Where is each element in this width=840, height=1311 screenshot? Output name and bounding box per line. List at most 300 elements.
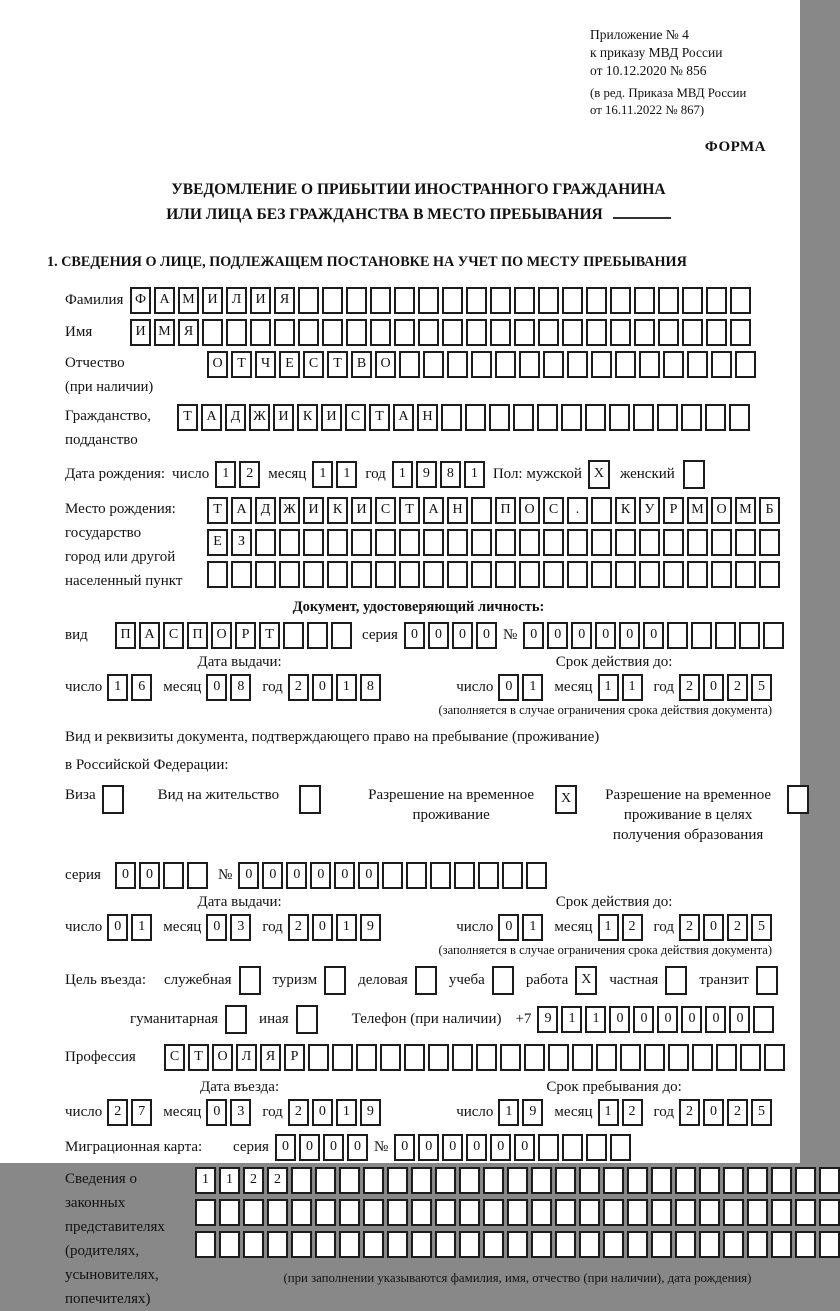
char-cell[interactable] <box>819 1167 840 1194</box>
char-cell[interactable] <box>519 351 540 378</box>
char-cell[interactable] <box>452 1044 473 1071</box>
char-cell[interactable] <box>380 1044 401 1071</box>
char-cell[interactable]: Е <box>207 529 228 556</box>
char-cell[interactable] <box>819 1199 840 1226</box>
char-cell[interactable]: С <box>163 622 184 649</box>
char-cell[interactable] <box>763 622 784 649</box>
char-cell[interactable] <box>753 1006 774 1033</box>
sex-female-checkbox[interactable] <box>683 460 705 489</box>
char-cell[interactable] <box>339 1231 360 1258</box>
char-cell[interactable]: 0 <box>490 1134 511 1161</box>
char-cell[interactable] <box>771 1231 792 1258</box>
char-cell[interactable] <box>615 561 636 588</box>
char-cell[interactable] <box>687 351 708 378</box>
char-cell[interactable]: Д <box>225 404 246 431</box>
char-cell[interactable] <box>819 1231 840 1258</box>
char-cell[interactable]: 2 <box>727 914 748 941</box>
char-cell[interactable] <box>394 319 415 346</box>
char-cell[interactable] <box>435 1199 456 1226</box>
purpose-work-checkbox[interactable]: X <box>575 966 597 995</box>
char-cell[interactable] <box>279 529 300 556</box>
purpose-transit-checkbox[interactable] <box>756 966 778 995</box>
char-cell[interactable] <box>298 319 319 346</box>
char-cell[interactable] <box>231 561 252 588</box>
char-cell[interactable]: Н <box>447 497 468 524</box>
char-cell[interactable]: Р <box>284 1044 305 1071</box>
char-cell[interactable] <box>771 1199 792 1226</box>
char-cell[interactable] <box>375 561 396 588</box>
char-cell[interactable] <box>435 1231 456 1258</box>
char-cell[interactable] <box>332 1044 353 1071</box>
char-cell[interactable]: Я <box>178 319 199 346</box>
char-cell[interactable]: 0 <box>428 622 449 649</box>
char-cell[interactable] <box>711 561 732 588</box>
char-cell[interactable]: 2 <box>267 1167 288 1194</box>
char-cell[interactable] <box>735 561 756 588</box>
char-cell[interactable] <box>567 561 588 588</box>
char-cell[interactable] <box>538 1134 559 1161</box>
char-cell[interactable]: 0 <box>394 1134 415 1161</box>
char-cell[interactable] <box>375 529 396 556</box>
char-cell[interactable] <box>447 529 468 556</box>
char-cell[interactable] <box>195 1199 216 1226</box>
char-cell[interactable] <box>585 404 606 431</box>
char-cell[interactable] <box>627 1199 648 1226</box>
char-cell[interactable] <box>507 1199 528 1226</box>
char-cell[interactable]: 9 <box>360 1099 381 1126</box>
char-cell[interactable] <box>291 1199 312 1226</box>
char-cell[interactable]: 0 <box>705 1006 726 1033</box>
char-cell[interactable]: К <box>297 404 318 431</box>
char-cell[interactable] <box>483 1231 504 1258</box>
char-cell[interactable]: М <box>178 287 199 314</box>
char-cell[interactable]: 0 <box>609 1006 630 1033</box>
char-cell[interactable] <box>243 1231 264 1258</box>
char-cell[interactable] <box>729 404 750 431</box>
char-cell[interactable]: . <box>567 497 588 524</box>
char-cell[interactable]: 0 <box>312 674 333 701</box>
char-cell[interactable]: 0 <box>595 622 616 649</box>
char-cell[interactable]: О <box>519 497 540 524</box>
char-cell[interactable] <box>634 319 655 346</box>
char-cell[interactable]: Д <box>255 497 276 524</box>
char-cell[interactable] <box>226 319 247 346</box>
char-cell[interactable]: 1 <box>464 461 485 488</box>
char-cell[interactable]: 1 <box>522 674 543 701</box>
char-cell[interactable] <box>747 1167 768 1194</box>
purpose-study-checkbox[interactable] <box>492 966 514 995</box>
char-cell[interactable]: З <box>231 529 252 556</box>
char-cell[interactable]: 1 <box>598 1099 619 1126</box>
char-cell[interactable] <box>531 1199 552 1226</box>
char-cell[interactable] <box>771 1167 792 1194</box>
char-cell[interactable] <box>207 561 228 588</box>
char-cell[interactable]: 1 <box>561 1006 582 1033</box>
char-cell[interactable]: 9 <box>537 1006 558 1033</box>
char-cell[interactable] <box>633 404 654 431</box>
char-cell[interactable] <box>454 862 475 889</box>
char-cell[interactable] <box>370 287 391 314</box>
char-cell[interactable] <box>471 529 492 556</box>
char-cell[interactable] <box>634 287 655 314</box>
char-cell[interactable]: 0 <box>657 1006 678 1033</box>
char-cell[interactable] <box>322 319 343 346</box>
char-cell[interactable] <box>543 529 564 556</box>
char-cell[interactable] <box>543 351 564 378</box>
char-cell[interactable]: 0 <box>571 622 592 649</box>
purpose-tourism-checkbox[interactable] <box>324 966 346 995</box>
char-cell[interactable] <box>615 351 636 378</box>
char-cell[interactable]: П <box>187 622 208 649</box>
char-cell[interactable]: Л <box>226 287 247 314</box>
char-cell[interactable] <box>531 1231 552 1258</box>
char-cell[interactable] <box>187 862 208 889</box>
char-cell[interactable] <box>442 287 463 314</box>
char-cell[interactable]: 0 <box>275 1134 296 1161</box>
char-cell[interactable] <box>418 287 439 314</box>
char-cell[interactable] <box>706 287 727 314</box>
char-cell[interactable] <box>627 1167 648 1194</box>
char-cell[interactable] <box>711 529 732 556</box>
char-cell[interactable] <box>543 561 564 588</box>
char-cell[interactable] <box>430 862 451 889</box>
char-cell[interactable]: И <box>351 497 372 524</box>
char-cell[interactable] <box>327 529 348 556</box>
char-cell[interactable] <box>370 319 391 346</box>
char-cell[interactable] <box>387 1231 408 1258</box>
char-cell[interactable]: 8 <box>360 674 381 701</box>
char-cell[interactable] <box>716 1044 737 1071</box>
char-cell[interactable]: 0 <box>547 622 568 649</box>
char-cell[interactable] <box>519 561 540 588</box>
char-cell[interactable] <box>651 1167 672 1194</box>
char-cell[interactable] <box>363 1199 384 1226</box>
char-cell[interactable]: 0 <box>476 622 497 649</box>
char-cell[interactable]: 0 <box>619 622 640 649</box>
char-cell[interactable] <box>682 287 703 314</box>
char-cell[interactable]: С <box>375 497 396 524</box>
char-cell[interactable] <box>315 1231 336 1258</box>
char-cell[interactable] <box>675 1231 696 1258</box>
char-cell[interactable] <box>495 351 516 378</box>
char-cell[interactable] <box>591 351 612 378</box>
char-cell[interactable] <box>579 1167 600 1194</box>
char-cell[interactable]: 1 <box>131 914 152 941</box>
char-cell[interactable] <box>644 1044 665 1071</box>
char-cell[interactable] <box>476 1044 497 1071</box>
char-cell[interactable] <box>610 319 631 346</box>
char-cell[interactable]: И <box>202 287 223 314</box>
char-cell[interactable]: 0 <box>286 862 307 889</box>
char-cell[interactable]: 2 <box>727 1099 748 1126</box>
char-cell[interactable] <box>603 1199 624 1226</box>
char-cell[interactable]: Т <box>369 404 390 431</box>
char-cell[interactable] <box>382 862 403 889</box>
char-cell[interactable]: 8 <box>230 674 251 701</box>
char-cell[interactable] <box>514 319 535 346</box>
char-cell[interactable] <box>562 319 583 346</box>
char-cell[interactable] <box>195 1231 216 1258</box>
char-cell[interactable] <box>346 319 367 346</box>
char-cell[interactable]: А <box>423 497 444 524</box>
char-cell[interactable] <box>471 497 492 524</box>
char-cell[interactable] <box>715 622 736 649</box>
char-cell[interactable] <box>730 287 751 314</box>
char-cell[interactable]: А <box>139 622 160 649</box>
char-cell[interactable]: 0 <box>206 674 227 701</box>
char-cell[interactable]: 3 <box>230 914 251 941</box>
char-cell[interactable] <box>322 287 343 314</box>
char-cell[interactable] <box>514 287 535 314</box>
char-cell[interactable] <box>291 1231 312 1258</box>
char-cell[interactable] <box>255 529 276 556</box>
char-cell[interactable]: 9 <box>416 461 437 488</box>
char-cell[interactable] <box>675 1167 696 1194</box>
char-cell[interactable] <box>561 404 582 431</box>
char-cell[interactable]: 2 <box>622 914 643 941</box>
char-cell[interactable]: 0 <box>523 622 544 649</box>
char-cell[interactable] <box>495 561 516 588</box>
char-cell[interactable]: Р <box>235 622 256 649</box>
char-cell[interactable] <box>705 404 726 431</box>
char-cell[interactable] <box>538 319 559 346</box>
purpose-private-checkbox[interactable] <box>665 966 687 995</box>
char-cell[interactable]: Т <box>207 497 228 524</box>
char-cell[interactable]: 1 <box>392 461 413 488</box>
char-cell[interactable]: 3 <box>230 1099 251 1126</box>
char-cell[interactable] <box>795 1231 816 1258</box>
char-cell[interactable]: И <box>130 319 151 346</box>
char-cell[interactable] <box>555 1167 576 1194</box>
char-cell[interactable] <box>466 287 487 314</box>
char-cell[interactable]: П <box>495 497 516 524</box>
char-cell[interactable]: Р <box>663 497 684 524</box>
char-cell[interactable] <box>723 1231 744 1258</box>
char-cell[interactable] <box>465 404 486 431</box>
char-cell[interactable]: Ф <box>130 287 151 314</box>
char-cell[interactable] <box>548 1044 569 1071</box>
char-cell[interactable] <box>339 1167 360 1194</box>
char-cell[interactable]: 9 <box>522 1099 543 1126</box>
char-cell[interactable]: А <box>231 497 252 524</box>
char-cell[interactable] <box>651 1199 672 1226</box>
char-cell[interactable] <box>513 404 534 431</box>
char-cell[interactable]: О <box>375 351 396 378</box>
char-cell[interactable] <box>555 1231 576 1258</box>
char-cell[interactable]: 2 <box>622 1099 643 1126</box>
char-cell[interactable]: 9 <box>360 914 381 941</box>
char-cell[interactable]: 1 <box>336 914 357 941</box>
char-cell[interactable]: В <box>351 351 372 378</box>
char-cell[interactable] <box>387 1199 408 1226</box>
char-cell[interactable] <box>555 1199 576 1226</box>
char-cell[interactable]: 1 <box>336 674 357 701</box>
char-cell[interactable]: 1 <box>598 674 619 701</box>
char-cell[interactable] <box>651 1231 672 1258</box>
char-cell[interactable] <box>466 319 487 346</box>
char-cell[interactable]: Т <box>399 497 420 524</box>
char-cell[interactable] <box>315 1199 336 1226</box>
char-cell[interactable] <box>163 862 184 889</box>
char-cell[interactable] <box>609 404 630 431</box>
char-cell[interactable]: У <box>639 497 660 524</box>
char-cell[interactable] <box>759 561 780 588</box>
char-cell[interactable]: 5 <box>751 1099 772 1126</box>
char-cell[interactable] <box>615 529 636 556</box>
purpose-other-checkbox[interactable] <box>296 1005 318 1034</box>
char-cell[interactable] <box>639 351 660 378</box>
char-cell[interactable]: А <box>393 404 414 431</box>
char-cell[interactable] <box>459 1231 480 1258</box>
char-cell[interactable] <box>759 529 780 556</box>
char-cell[interactable]: 1 <box>219 1167 240 1194</box>
char-cell[interactable]: Я <box>260 1044 281 1071</box>
char-cell[interactable] <box>346 287 367 314</box>
char-cell[interactable] <box>331 622 352 649</box>
char-cell[interactable] <box>495 529 516 556</box>
char-cell[interactable] <box>471 351 492 378</box>
char-cell[interactable]: 1 <box>336 1099 357 1126</box>
char-cell[interactable]: О <box>207 351 228 378</box>
char-cell[interactable]: Я <box>274 287 295 314</box>
char-cell[interactable]: 1 <box>585 1006 606 1033</box>
char-cell[interactable]: 2 <box>679 914 700 941</box>
char-cell[interactable] <box>531 1167 552 1194</box>
char-cell[interactable]: 0 <box>442 1134 463 1161</box>
char-cell[interactable]: И <box>303 497 324 524</box>
char-cell[interactable] <box>735 351 756 378</box>
char-cell[interactable] <box>442 319 463 346</box>
char-cell[interactable]: И <box>250 287 271 314</box>
char-cell[interactable]: 2 <box>679 1099 700 1126</box>
char-cell[interactable] <box>692 1044 713 1071</box>
char-cell[interactable]: 6 <box>131 674 152 701</box>
char-cell[interactable]: А <box>154 287 175 314</box>
char-cell[interactable]: 0 <box>498 674 519 701</box>
char-cell[interactable]: И <box>273 404 294 431</box>
char-cell[interactable]: 0 <box>703 674 724 701</box>
char-cell[interactable] <box>706 319 727 346</box>
char-cell[interactable] <box>274 319 295 346</box>
char-cell[interactable] <box>699 1167 720 1194</box>
char-cell[interactable] <box>687 561 708 588</box>
char-cell[interactable] <box>579 1231 600 1258</box>
char-cell[interactable]: 5 <box>751 914 772 941</box>
char-cell[interactable] <box>327 561 348 588</box>
char-cell[interactable] <box>490 319 511 346</box>
char-cell[interactable] <box>303 529 324 556</box>
char-cell[interactable]: 1 <box>195 1167 216 1194</box>
char-cell[interactable]: Е <box>279 351 300 378</box>
char-cell[interactable] <box>315 1167 336 1194</box>
char-cell[interactable] <box>447 351 468 378</box>
char-cell[interactable] <box>682 319 703 346</box>
char-cell[interactable] <box>435 1167 456 1194</box>
char-cell[interactable] <box>723 1167 744 1194</box>
char-cell[interactable]: 0 <box>299 1134 320 1161</box>
char-cell[interactable]: И <box>321 404 342 431</box>
char-cell[interactable] <box>404 1044 425 1071</box>
char-cell[interactable] <box>538 287 559 314</box>
char-cell[interactable] <box>526 862 547 889</box>
temp-residence-education-checkbox[interactable] <box>787 785 809 814</box>
char-cell[interactable]: 0 <box>206 914 227 941</box>
char-cell[interactable] <box>219 1231 240 1258</box>
char-cell[interactable]: Т <box>177 404 198 431</box>
char-cell[interactable] <box>663 351 684 378</box>
char-cell[interactable]: А <box>201 404 222 431</box>
char-cell[interactable] <box>459 1167 480 1194</box>
char-cell[interactable] <box>507 1167 528 1194</box>
char-cell[interactable]: Л <box>236 1044 257 1071</box>
char-cell[interactable]: 0 <box>643 622 664 649</box>
char-cell[interactable]: Ж <box>249 404 270 431</box>
char-cell[interactable]: 2 <box>679 674 700 701</box>
sex-male-checkbox[interactable]: X <box>588 460 610 489</box>
char-cell[interactable]: 0 <box>347 1134 368 1161</box>
char-cell[interactable] <box>351 561 372 588</box>
char-cell[interactable] <box>363 1231 384 1258</box>
char-cell[interactable] <box>524 1044 545 1071</box>
visa-checkbox[interactable] <box>102 785 124 814</box>
char-cell[interactable]: 1 <box>522 914 543 941</box>
char-cell[interactable] <box>267 1231 288 1258</box>
char-cell[interactable]: 0 <box>703 1099 724 1126</box>
char-cell[interactable]: Т <box>231 351 252 378</box>
char-cell[interactable] <box>339 1199 360 1226</box>
char-cell[interactable] <box>747 1231 768 1258</box>
char-cell[interactable]: 2 <box>239 461 260 488</box>
char-cell[interactable] <box>675 1199 696 1226</box>
char-cell[interactable] <box>418 319 439 346</box>
char-cell[interactable] <box>307 622 328 649</box>
char-cell[interactable]: 0 <box>729 1006 750 1033</box>
char-cell[interactable]: 2 <box>727 674 748 701</box>
char-cell[interactable]: 1 <box>622 674 643 701</box>
char-cell[interactable]: 1 <box>215 461 236 488</box>
char-cell[interactable] <box>202 319 223 346</box>
char-cell[interactable]: 0 <box>312 1099 333 1126</box>
char-cell[interactable]: 0 <box>498 914 519 941</box>
char-cell[interactable] <box>447 561 468 588</box>
char-cell[interactable]: 7 <box>131 1099 152 1126</box>
char-cell[interactable] <box>586 1134 607 1161</box>
char-cell[interactable] <box>579 1199 600 1226</box>
char-cell[interactable] <box>663 529 684 556</box>
char-cell[interactable]: 0 <box>404 622 425 649</box>
char-cell[interactable] <box>667 622 688 649</box>
char-cell[interactable] <box>657 404 678 431</box>
char-cell[interactable]: Т <box>188 1044 209 1071</box>
char-cell[interactable]: О <box>211 622 232 649</box>
char-cell[interactable]: С <box>345 404 366 431</box>
char-cell[interactable]: 0 <box>262 862 283 889</box>
char-cell[interactable]: 0 <box>633 1006 654 1033</box>
char-cell[interactable] <box>668 1044 689 1071</box>
char-cell[interactable] <box>489 404 510 431</box>
char-cell[interactable] <box>303 561 324 588</box>
char-cell[interactable]: 0 <box>107 914 128 941</box>
char-cell[interactable]: 2 <box>288 1099 309 1126</box>
char-cell[interactable] <box>406 862 427 889</box>
char-cell[interactable] <box>279 561 300 588</box>
char-cell[interactable]: 1 <box>312 461 333 488</box>
char-cell[interactable] <box>567 351 588 378</box>
char-cell[interactable]: 0 <box>206 1099 227 1126</box>
char-cell[interactable]: Ж <box>279 497 300 524</box>
char-cell[interactable]: 0 <box>323 1134 344 1161</box>
char-cell[interactable]: Т <box>327 351 348 378</box>
